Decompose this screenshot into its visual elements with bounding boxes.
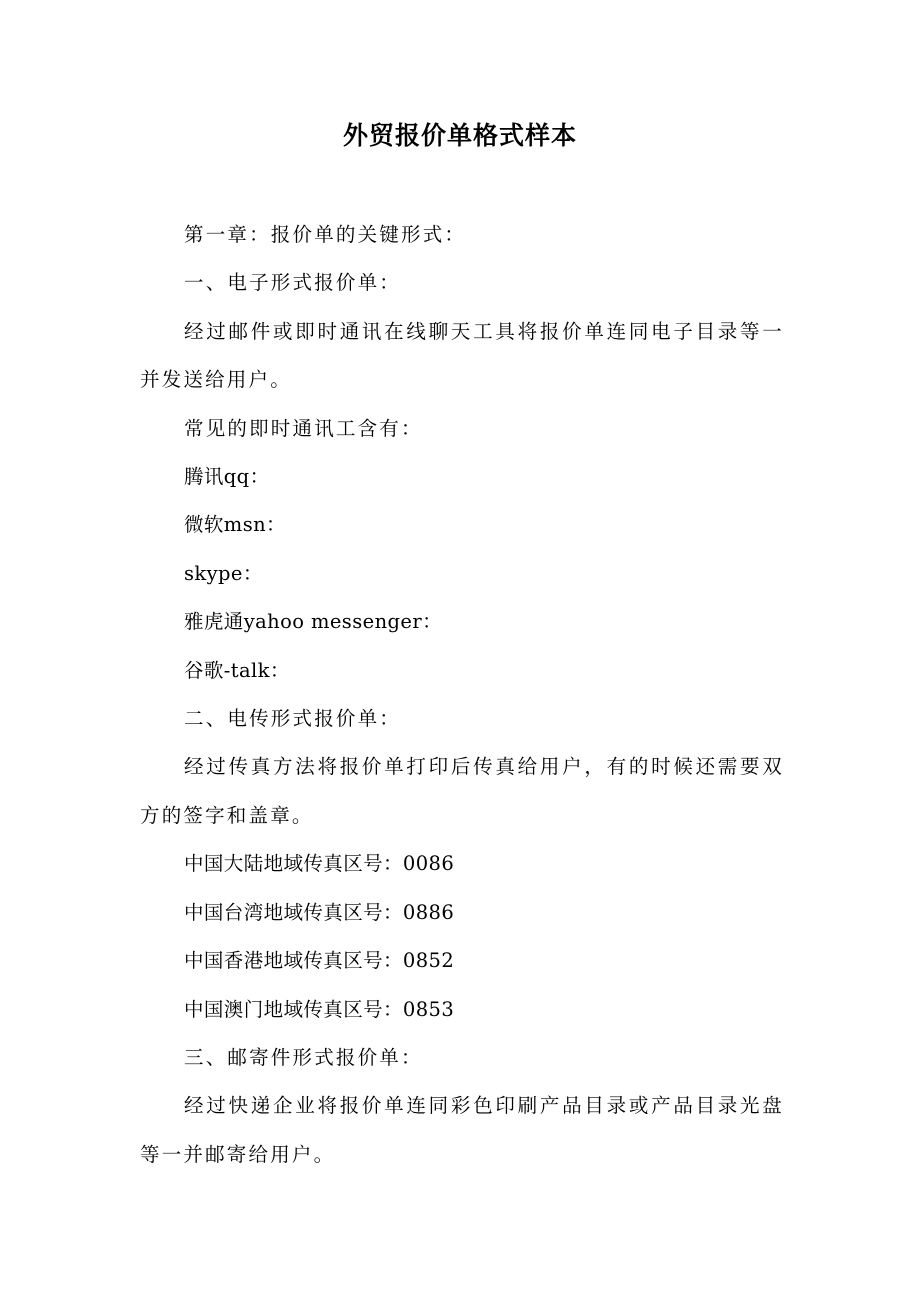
- fax-code-macau: 中国澳门地域传真区号：0853: [184, 997, 455, 1021]
- section-heading-fax: 二、电传形式报价单：: [184, 707, 402, 731]
- fax-code-mainland: 中国大陆地域传真区号：0086: [184, 852, 455, 876]
- chapter-heading: 第一章：报价单的关键形式：: [184, 223, 467, 246]
- fax-code-hongkong: 中国香港地域传真区号：0852: [184, 949, 455, 973]
- section-heading-electronic: 一、电子形式报价单：: [184, 271, 402, 295]
- section-heading-mail: 三、邮寄件形式报价单：: [184, 1045, 423, 1069]
- paragraph-fax-description: 经过传真方法将报价单打印后传真给用户，有的时候还需要双方的签字和盖章。: [140, 755, 784, 827]
- paragraph-electronic-description: 经过邮件或即时通讯在线聊天工具将报价单连同电子目录等一并发送给用户。: [140, 319, 784, 392]
- fax-code-taiwan: 中国台湾地域传真区号：0886: [184, 900, 455, 924]
- paragraph-im-tools-intro: 常见的即时通讯工含有：: [184, 416, 423, 440]
- list-item-msn: 微软msn：: [184, 513, 286, 537]
- list-item-google-talk: 谷歌-talk：: [184, 658, 290, 682]
- document-body: [140, 211, 784, 1179]
- list-item-yahoo: 雅虎通yahoo messenger：: [184, 610, 442, 634]
- list-item-qq: 腾讯qq：: [184, 465, 270, 489]
- document-title: 外贸报价单格式样本: [342, 121, 577, 150]
- paragraph-mail-description: 经过快递企业将报价单连同彩色印刷产品目录或产品目录光盘等一并邮寄给用户。: [140, 1094, 784, 1166]
- list-item-skype: skype：: [184, 561, 263, 585]
